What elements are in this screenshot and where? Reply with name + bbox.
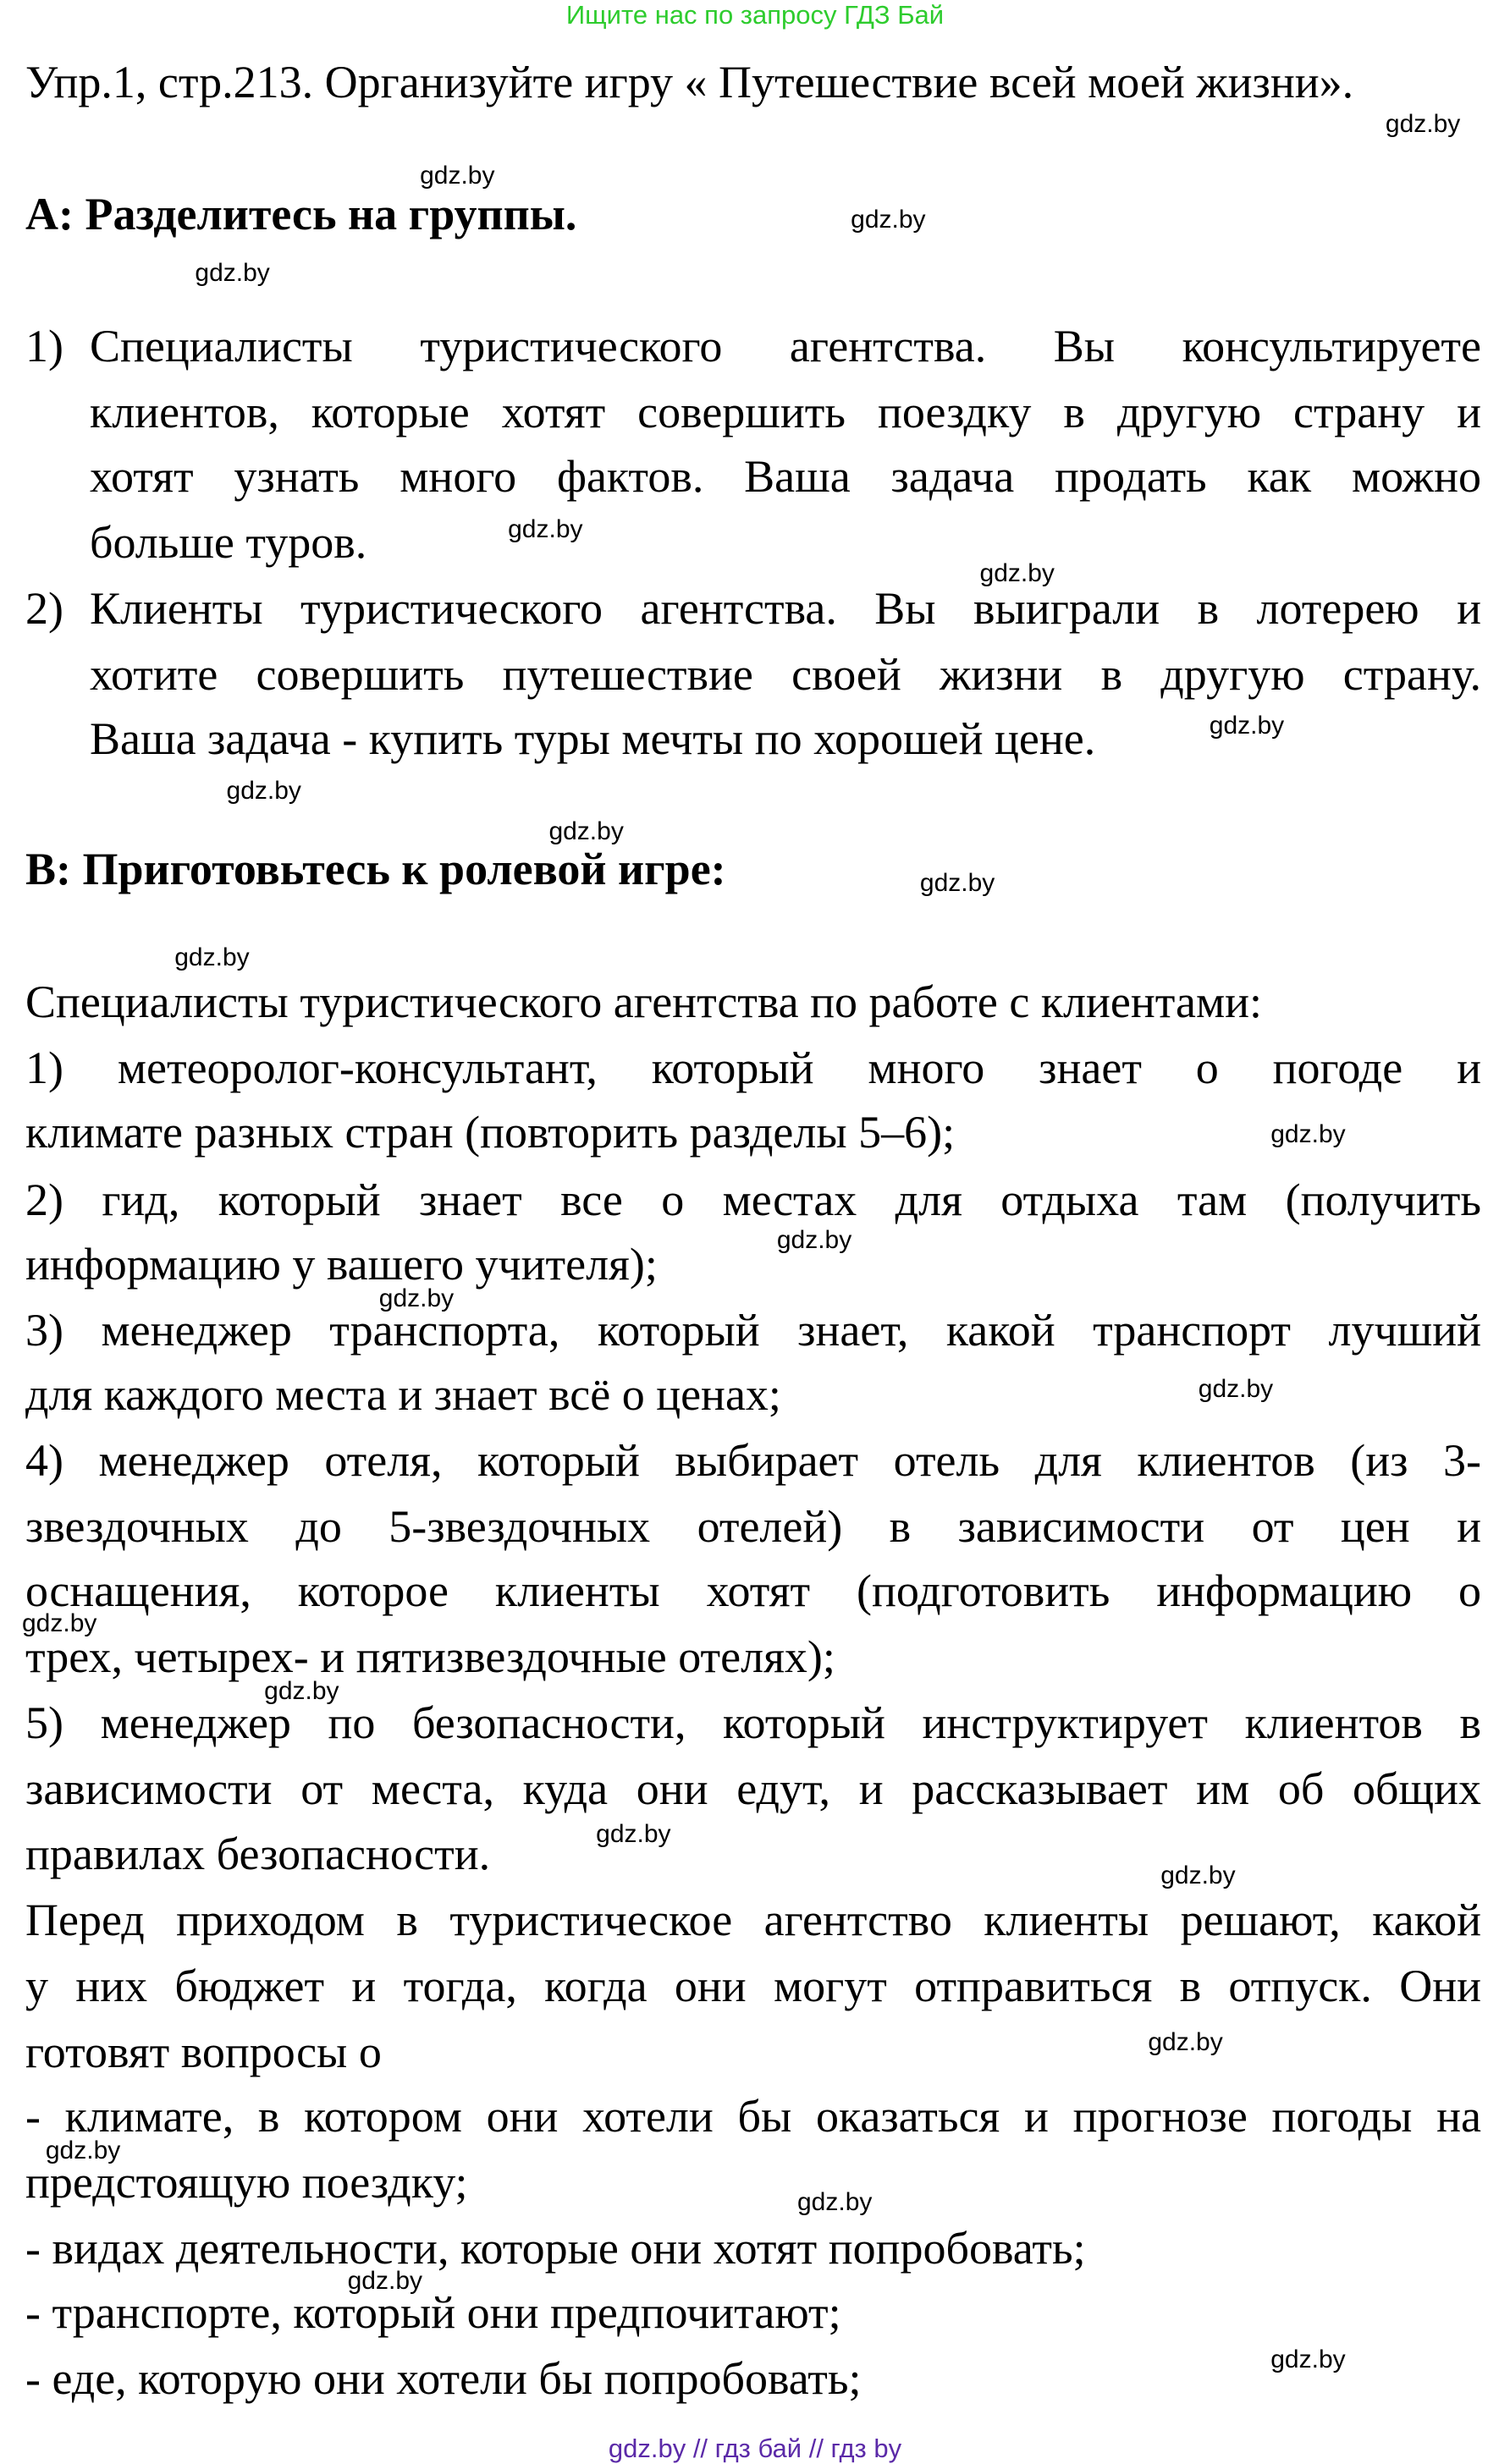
line-text: 2) гид, который знает все о местах для отдыха там (получить (25, 1174, 1481, 1225)
text-line (25, 2280, 1481, 2346)
watermark: gdz.by (347, 2266, 422, 2295)
text-line (25, 1821, 1481, 1887)
line-text: правилах безопасности. (25, 1828, 491, 1879)
line-text: Перед приходом в туристическое агентство клиенты решают, какой (25, 1894, 1481, 1945)
watermark: gdz.by (226, 776, 301, 805)
line-text: зависимости от места, куда они едут, и рассказывает им об общих (25, 1763, 1481, 1815)
text-line (25, 1558, 1481, 1624)
line-text: для каждого места и знает всё о ценах; (25, 1369, 781, 1421)
line-text: информацию у вашего учителя); (25, 1238, 658, 1290)
watermark: gdz.by (919, 869, 995, 898)
list-number: 1) (25, 320, 63, 371)
text-line (25, 1756, 1481, 1822)
text-line (90, 509, 1481, 575)
line-text: - транспорте, который они предпочитают; (25, 2287, 841, 2339)
watermark: gdz.by (420, 162, 495, 190)
watermark: gdz.by (548, 817, 624, 845)
watermark: gdz.by (1160, 1861, 1236, 1889)
watermark: gdz.by (1209, 712, 1285, 740)
text-line (90, 379, 1481, 445)
watermark: gdz.by (174, 943, 250, 971)
line-text: хотите совершить путешествие своей жизни в другую страну. (90, 649, 1481, 701)
watermark: gdz.by (776, 1225, 852, 1254)
watermark: gdz.by (851, 206, 926, 234)
line-text: - климате, в котором они хотели бы оказаться и прогнозе погоды на (25, 2090, 1481, 2142)
line-text: Специалисты туристического агентства по работе с клиентами: (25, 976, 1263, 1027)
text-line (25, 1493, 1481, 1559)
text-line (25, 1624, 1481, 1690)
text-line (25, 969, 1481, 1035)
text-line (25, 2149, 1481, 2215)
line-text: готовят вопросы о (25, 2026, 382, 2077)
watermark: gdz.by (45, 2136, 121, 2164)
search-hint-banner: Ищите нас по запросу ГДЗ Бай (565, 0, 945, 30)
line-text: звездочных до 5-звездочных отелей) в зависимости от цен и (25, 1501, 1481, 1553)
line-text: Ваша задача - купить туры мечты по хорошей цене. (90, 713, 1096, 765)
line-text: 4) менеджер отеля, который выбирает отель для клиентов (из 3- (25, 1435, 1481, 1487)
line-text: оснащения, которое клиенты хотят (подготовить информацию о (25, 1565, 1481, 1617)
section-heading (25, 836, 1481, 902)
list-number: 2) (25, 583, 63, 635)
line-text: - еде, которую они хотели бы попробовать; (25, 2353, 862, 2405)
line-text: трех, четырех- и пятизвездочные отелях); (25, 1631, 835, 1683)
line-text: хотят узнать много фактов. Ваша задача продать как можно (90, 450, 1481, 502)
line-text: - видах деятельности, которые они хотят попробовать; (25, 2222, 1086, 2274)
watermark: gdz.by (596, 1820, 671, 1849)
text-line (25, 575, 1481, 641)
text-line (25, 2083, 1481, 2149)
line-text: предстоящую поездку; (25, 2156, 468, 2208)
watermark: gdz.by (378, 1284, 455, 1312)
line-text: Упр.1, стр.213. Организуйте игру « Путешествие всей моей жизни». (25, 56, 1354, 107)
line-text: больше туров. (90, 517, 367, 568)
section-heading (25, 181, 1481, 247)
watermark: gdz.by (1270, 2345, 1346, 2373)
line-text: климате разных стран (повторить разделы 5–6); (25, 1106, 956, 1158)
text-line (25, 1167, 1481, 1233)
text-line (25, 1953, 1481, 2019)
text-line (90, 443, 1481, 509)
watermark: gdz.by (797, 2188, 873, 2217)
watermark: gdz.by (1385, 109, 1461, 138)
line-text: клиентов, которые хотят совершить поездку в другую страну и (90, 386, 1481, 437)
text-line (25, 2346, 1481, 2412)
watermark: gdz.by (22, 1609, 97, 1638)
line-text: 1) метеоролог-консультант, который много знает о погоде и (25, 1042, 1481, 1093)
watermark: gdz.by (264, 1677, 339, 1706)
text-line (90, 641, 1481, 707)
text-line (25, 1035, 1481, 1101)
text-line (25, 1099, 1481, 1165)
text-line (25, 2019, 1481, 2085)
watermark: gdz.by (1198, 1375, 1274, 1404)
watermark: gdz.by (195, 259, 270, 288)
text-line (25, 2215, 1481, 2281)
watermark: gdz.by (1148, 2027, 1223, 2056)
watermark: gdz.by (508, 515, 583, 544)
text-line (25, 1887, 1481, 1953)
watermark: gdz.by (1270, 1120, 1346, 1149)
text-line (25, 313, 1481, 379)
text-line (25, 1231, 1481, 1297)
line-text: 3) менеджер транспорта, который знает, какой транспорт лучший (25, 1304, 1481, 1356)
line-text: A: Разделитесь на группы. (25, 188, 577, 239)
text-line (25, 1297, 1481, 1363)
footer-banner: gdz.by // гдз бай // гдз by (608, 2434, 902, 2463)
watermark: gdz.by (979, 559, 1055, 588)
exercise-title (25, 49, 1481, 115)
line-text: B: Приготовьтесь к ролевой игре: (25, 844, 726, 895)
line-text: Клиенты туристического агентства. Вы выиграли в лотерею и (90, 583, 1481, 635)
text-line (25, 1690, 1481, 1756)
line-text: 5) менеджер по безопасности, который инструктирует клиентов в (25, 1697, 1481, 1749)
line-text: Специалисты туристического агентства. Вы консультируете (90, 320, 1481, 371)
line-text: у них бюджет и тогда, когда они могут отправиться в отпуск. Они (25, 1960, 1481, 2011)
text-line (25, 1427, 1481, 1493)
